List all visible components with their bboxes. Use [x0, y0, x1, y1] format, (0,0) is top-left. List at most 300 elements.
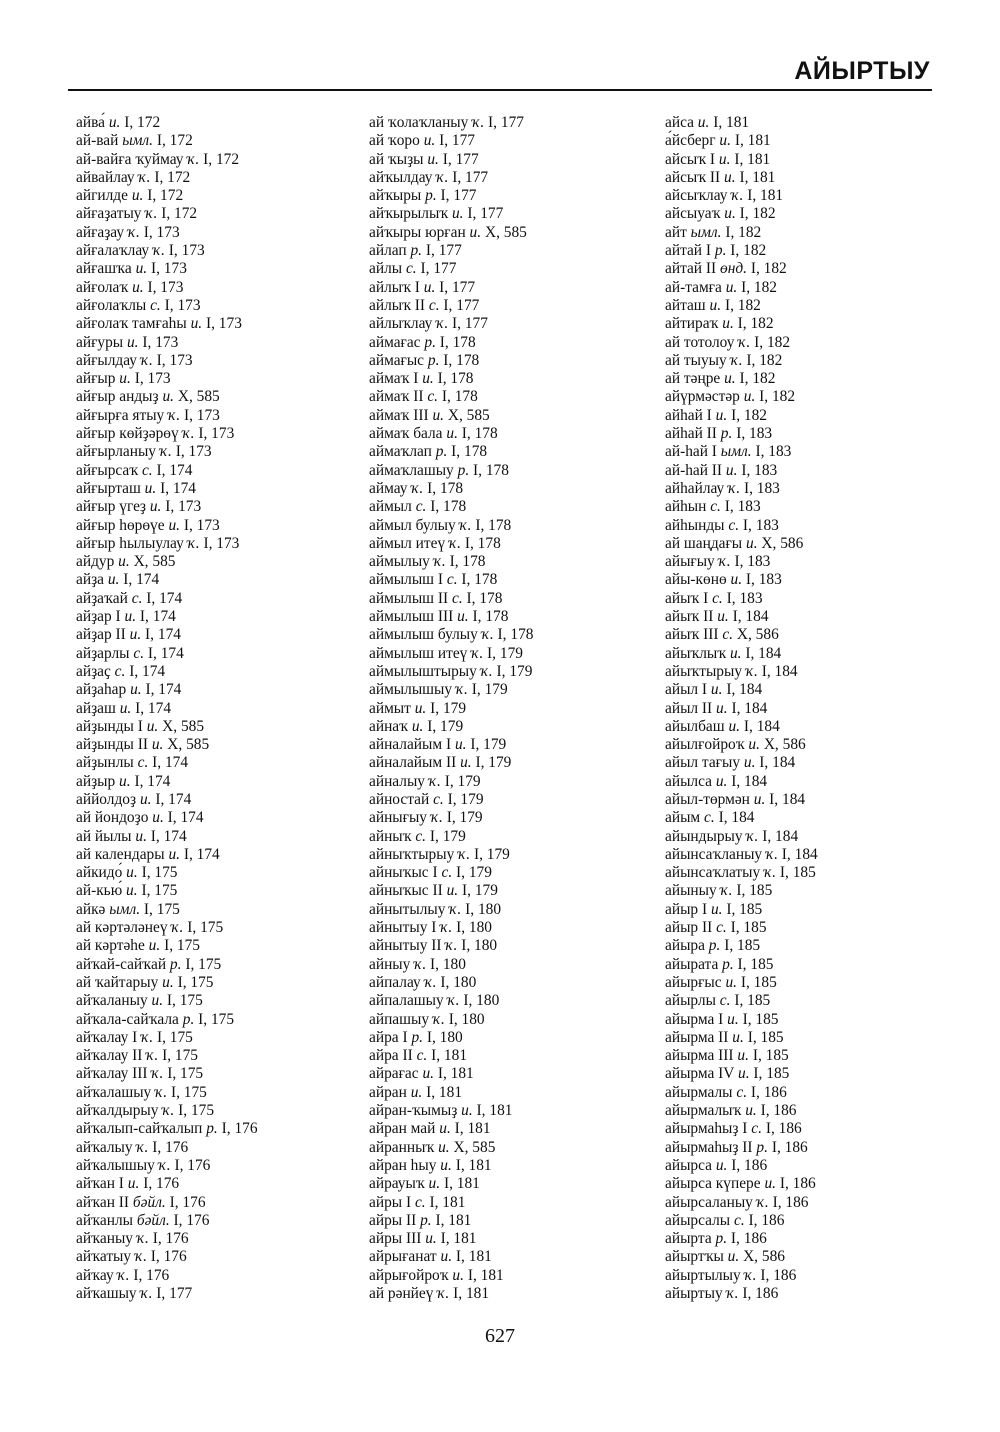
index-entry: [665, 1065, 818, 1083]
index-entry: [665, 1139, 818, 1157]
index-entry: [665, 1194, 818, 1212]
entry-volume-page: I, 173: [165, 498, 202, 516]
entry-part-of-speech: и.: [718, 150, 731, 168]
entry-headword: ай тотолоу: [665, 333, 735, 351]
entry-volume-page: I, 179: [462, 882, 498, 900]
entry-headword: айналайым II: [369, 754, 457, 772]
entry-headword: айҙынды II: [76, 736, 148, 754]
entry-part-of-speech: с.: [415, 498, 427, 516]
index-entry: [369, 407, 533, 425]
entry-part-of-speech: и.: [131, 187, 144, 205]
entry-headword: айырса күпере: [665, 1175, 761, 1193]
entry-headword: айҡашыу: [76, 1285, 137, 1302]
entry-part-of-speech: ҡ.: [459, 516, 472, 534]
entry-part-of-speech: и.: [460, 754, 472, 772]
entry-headword: айҡау: [76, 1266, 114, 1284]
entry-part-of-speech: ҡ.: [445, 937, 458, 955]
entry-volume-page: I, 174: [135, 699, 172, 717]
entry-volume-page: X, 586: [763, 736, 806, 754]
entry-headword: айғолаҡлы: [76, 296, 147, 314]
index-entry: [369, 224, 533, 242]
entry-headword: айһай I: [665, 406, 712, 424]
entry-part-of-speech: с.: [712, 589, 723, 607]
index-entry: [369, 279, 533, 297]
entry-volume-page: I, 185: [779, 864, 816, 882]
entry-volume-page: X, 585: [484, 223, 527, 241]
entry-volume-page: X, 586: [743, 1248, 785, 1266]
entry-volume-page: I, 176: [143, 1175, 180, 1193]
entry-headword: айрығанат: [369, 1248, 437, 1266]
entry-part-of-speech: и.: [438, 1138, 450, 1156]
entry-volume-page: I, 177: [442, 150, 479, 168]
entry-headword: айҡылдау: [369, 168, 433, 186]
entry-headword: айнытыу I: [369, 919, 437, 937]
index-entry: [76, 315, 258, 333]
entry-volume-page: I, 175: [170, 1083, 207, 1101]
index-entry: [369, 1285, 533, 1303]
entry-part-of-speech: ҡ.: [756, 1193, 769, 1211]
entry-headword: айырма III: [665, 1047, 734, 1065]
index-entry: [369, 535, 533, 553]
entry-part-of-speech: и.: [743, 754, 756, 772]
entry-part-of-speech: и.: [148, 937, 161, 955]
index-entry: [665, 846, 818, 864]
index-entry: [369, 590, 533, 608]
entry-volume-page: I, 185: [734, 992, 771, 1010]
entry-part-of-speech: и.: [129, 626, 142, 644]
entry-part-of-speech: и.: [725, 973, 737, 991]
entry-headword: айҙаһар: [76, 681, 127, 699]
index-entry: [369, 736, 533, 754]
index-entry: [76, 663, 258, 681]
entry-part-of-speech: р.: [714, 242, 727, 260]
entry-part-of-speech: ҡ.: [726, 1285, 739, 1302]
entry-headword: айыртҡы: [665, 1248, 724, 1266]
entry-part-of-speech: и.: [162, 388, 174, 406]
entry-part-of-speech: и.: [168, 845, 180, 863]
entry-headword: айрауыҡ: [369, 1175, 425, 1193]
entry-headword: айҙынлы: [76, 754, 134, 772]
entry-headword: ай кәртәһе: [76, 937, 145, 955]
index-entry: [76, 828, 258, 846]
entry-part-of-speech: с.: [428, 296, 440, 314]
entry-part-of-speech: и.: [411, 717, 424, 735]
index-entry: [369, 480, 533, 498]
entry-headword: айташ: [665, 296, 706, 314]
index-entry: [665, 937, 818, 955]
entry-headword: айтираҡ: [665, 315, 719, 333]
entry-volume-page: I, 179: [446, 809, 483, 827]
index-entry: [76, 498, 258, 516]
entry-part-of-speech: ҡ.: [145, 205, 158, 223]
entry-headword: айһын: [665, 498, 707, 516]
index-entry: [369, 1102, 533, 1120]
entry-headword: айыныу: [665, 882, 717, 900]
entry-part-of-speech: и.: [144, 479, 157, 497]
entry-headword: айғыр һөрөүе: [76, 516, 165, 534]
entry-headword: айырата: [665, 955, 719, 973]
entry-headword: айҙынды I: [76, 717, 143, 735]
entry-headword: аймаҡлап: [369, 443, 432, 461]
entry-headword: айҡалау III: [76, 1065, 148, 1083]
entry-part-of-speech: и.: [716, 699, 728, 717]
entry-headword: айынсаҡлатыу: [665, 864, 761, 882]
entry-volume-page: I, 183: [745, 571, 782, 589]
running-header-title: АЙЫРТЫУ: [794, 57, 930, 85]
entry-part-of-speech: и.: [738, 1065, 750, 1083]
entry-volume-page: I, 181: [437, 1065, 474, 1083]
index-entry: [76, 736, 258, 754]
index-entry: [665, 279, 818, 297]
entry-part-of-speech: р.: [411, 1028, 423, 1046]
index-entry: [665, 425, 818, 443]
entry-volume-page: I, 183: [742, 516, 779, 534]
entry-headword: айрығойроҡ: [369, 1266, 449, 1284]
entry-volume-page: I, 177: [452, 315, 488, 333]
index-entry: [369, 571, 533, 589]
entry-headword: айтай I: [665, 242, 712, 260]
index-entry: [665, 864, 818, 882]
index-entry: [369, 553, 533, 571]
entry-headword: аймағыс: [369, 351, 425, 369]
entry-headword: айғыр көйҙәрөү: [76, 425, 179, 443]
entry-headword: айыҡ I: [665, 589, 709, 607]
entry-part-of-speech: ымл.: [720, 443, 752, 461]
entry-volume-page: I, 182: [737, 315, 774, 333]
entry-volume-page: I, 181: [739, 168, 776, 186]
entry-part-of-speech: ымл.: [109, 900, 141, 918]
entry-volume-page: I, 173: [143, 223, 180, 241]
entry-part-of-speech: бәйл.: [136, 1211, 170, 1229]
index-entry: [76, 974, 258, 992]
index-entry: [369, 1267, 533, 1285]
entry-headword: айлыҡлау: [369, 315, 433, 333]
entry-headword: айҙаҫ: [76, 662, 111, 680]
entry-headword: айырғыс: [665, 973, 722, 991]
index-entry: [369, 919, 533, 937]
entry-volume-page: I, 179: [456, 864, 492, 882]
entry-volume-page: I, 172: [154, 168, 191, 186]
entry-headword: аймыл итеү: [369, 534, 446, 552]
entry-part-of-speech: р.: [756, 1138, 768, 1156]
entry-headword: айы-көнө: [665, 571, 727, 589]
entry-part-of-speech: ҡ.: [136, 1138, 149, 1156]
entry-part-of-speech: и.: [127, 1175, 140, 1193]
index-entry: [369, 901, 533, 919]
index-entry: [369, 187, 533, 205]
entry-headword: айыл II: [665, 699, 713, 717]
index-entry: [369, 718, 533, 736]
page-number: 627: [485, 1325, 515, 1347]
index-entry: [665, 1267, 818, 1285]
entry-headword: айҡалыу: [76, 1138, 133, 1156]
index-entry: [665, 132, 818, 150]
entry-headword: айпалау: [369, 973, 421, 991]
entry-part-of-speech: с.: [137, 754, 149, 772]
entry-volume-page: I, 186: [760, 1102, 797, 1120]
entry-part-of-speech: ҡ.: [432, 1010, 445, 1028]
entry-part-of-speech: р.: [169, 955, 182, 973]
entry-volume-page: I, 181: [426, 1083, 463, 1101]
index-entry: [665, 754, 818, 772]
entry-headword: айры III: [369, 1230, 422, 1248]
index-entry: [369, 462, 533, 480]
entry-headword: айнығыу: [369, 809, 427, 827]
entry-part-of-speech: и.: [727, 1248, 740, 1266]
entry-volume-page: I, 178: [473, 461, 509, 479]
index-entry: [76, 1267, 258, 1285]
entry-part-of-speech: ҡ.: [437, 1285, 450, 1302]
index-entry: [369, 297, 533, 315]
entry-part-of-speech: с.: [133, 644, 145, 662]
entry-headword: айһынды: [665, 516, 725, 534]
entry-volume-page: I, 178: [439, 333, 476, 351]
index-entry: [76, 681, 258, 699]
entry-part-of-speech: и.: [710, 900, 723, 918]
index-entry: [665, 169, 818, 187]
index-entry: [665, 1212, 818, 1230]
entry-headword: ай ҡоро: [369, 132, 420, 150]
entry-part-of-speech: и.: [108, 114, 121, 131]
entry-volume-page: I, 175: [141, 882, 178, 900]
entry-headword: ай-кью́: [76, 882, 123, 900]
index-entry: [76, 1102, 258, 1120]
index-entry: [76, 1011, 258, 1029]
entry-headword: айныҡыс II: [369, 882, 443, 900]
entry-part-of-speech: и.: [439, 1120, 451, 1138]
entry-part-of-speech: р.: [708, 937, 721, 955]
entry-volume-page: I, 178: [449, 553, 486, 571]
entry-part-of-speech: с.: [704, 809, 715, 827]
index-entry: [665, 992, 818, 1010]
entry-part-of-speech: и.: [132, 278, 144, 296]
index-entry: [369, 132, 533, 150]
entry-volume-page: I, 185: [742, 1010, 779, 1028]
entry-part-of-speech: ҡ.: [718, 553, 731, 571]
entry-volume-page: I, 173: [205, 315, 242, 333]
entry-part-of-speech: р.: [435, 443, 448, 461]
entry-volume-page: I, 182: [725, 223, 762, 241]
entry-headword: айырта: [665, 1230, 712, 1248]
entry-volume-page: I, 176: [150, 1248, 187, 1266]
entry-headword: айран: [369, 1083, 407, 1101]
entry-headword: айыртыу: [665, 1285, 723, 1302]
entry-part-of-speech: с.: [150, 296, 161, 314]
entry-headword: айпалашыу: [369, 992, 444, 1010]
entry-part-of-speech: и.: [432, 406, 444, 424]
entry-volume-page: I, 181: [454, 1120, 491, 1138]
entry-volume-page: I, 186: [731, 1156, 768, 1174]
entry-volume-page: I, 185: [724, 937, 761, 955]
entry-part-of-speech: и.: [722, 315, 734, 333]
entry-part-of-speech: ҡ.: [449, 900, 462, 918]
entry-part-of-speech: и.: [130, 681, 142, 699]
entry-volume-page: I, 179: [487, 644, 523, 662]
index-entry: [665, 1285, 818, 1303]
index-column-2: [369, 114, 533, 1303]
entry-headword: айығыу: [665, 553, 715, 571]
entry-headword: айырса: [665, 1156, 712, 1174]
index-entry: [76, 1212, 258, 1230]
index-entry: [76, 718, 258, 736]
index-entry: [665, 828, 818, 846]
index-entry: [76, 407, 258, 425]
index-entry: [369, 663, 533, 681]
index-entry: [665, 242, 818, 260]
entry-headword: айтай II: [665, 260, 717, 278]
index-entry: [369, 1065, 533, 1083]
entry-headword: айыҡтырыу: [665, 662, 743, 680]
entry-volume-page: I, 177: [156, 1285, 193, 1302]
index-entry: [369, 1248, 533, 1266]
index-entry: [665, 205, 818, 223]
entry-volume-page: I, 179: [430, 699, 467, 717]
entry-volume-page: I, 175: [166, 992, 203, 1010]
entry-headword: ай-тамға: [665, 278, 722, 296]
index-entry: [665, 700, 818, 718]
entry-volume-page: I, 180: [456, 919, 492, 937]
entry-headword: айыл-төрмән: [665, 790, 750, 808]
index-entry: [76, 645, 258, 663]
index-entry: [665, 736, 818, 754]
entry-headword: айҡыры: [369, 187, 422, 205]
index-entry: [76, 901, 258, 919]
entry-volume-page: I, 180: [430, 955, 466, 973]
entry-headword: айыр I: [665, 900, 708, 918]
entry-volume-page: I, 180: [465, 900, 502, 918]
index-entry: [369, 1194, 533, 1212]
entry-volume-page: I, 178: [461, 571, 498, 589]
entry-headword: айғалаҡлау: [76, 242, 150, 260]
entry-headword: айҡалдырыу: [76, 1102, 159, 1120]
index-entry: [76, 754, 258, 772]
entry-part-of-speech: ҡ.: [141, 1028, 154, 1046]
index-entry: [665, 773, 818, 791]
index-entry: [76, 1157, 258, 1175]
entry-volume-page: I, 184: [761, 662, 798, 680]
entry-volume-page: I, 186: [750, 1083, 787, 1101]
entry-volume-page: I, 177: [439, 278, 476, 296]
index-entry: [369, 498, 533, 516]
entry-volume-page: I, 176: [174, 1156, 211, 1174]
entry-headword: айҡалышыу: [76, 1156, 155, 1174]
entry-volume-page: I, 179: [471, 681, 508, 699]
entry-volume-page: I, 180: [463, 992, 500, 1010]
index-entry: [76, 956, 258, 974]
entry-part-of-speech: с.: [719, 992, 731, 1010]
entry-volume-page: I, 174: [160, 479, 196, 497]
index-entry: [76, 1139, 258, 1157]
entry-headword: айлыҡ I: [369, 278, 420, 296]
entry-part-of-speech: ҡ.: [744, 1266, 757, 1284]
entry-headword: аймаҡ II: [369, 388, 424, 406]
entry-volume-page: I, 172: [156, 132, 193, 150]
entry-volume-page: I, 183: [736, 425, 773, 443]
entry-headword: ай тыуыу: [665, 351, 727, 369]
entry-part-of-speech: бәйл.: [132, 1193, 166, 1211]
entry-part-of-speech: и.: [745, 1102, 757, 1120]
entry-volume-page: I, 175: [164, 937, 200, 955]
entry-volume-page: I, 175: [143, 900, 180, 918]
entry-headword: аймылышыу: [369, 681, 453, 699]
entry-part-of-speech: ҡ.: [746, 827, 759, 845]
entry-part-of-speech: р.: [206, 1120, 218, 1138]
index-entry: [76, 388, 258, 406]
entry-headword: айры I: [369, 1193, 412, 1211]
entry-volume-page: I, 178: [461, 425, 498, 443]
entry-part-of-speech: и.: [461, 1102, 473, 1120]
index-entry: [76, 1175, 258, 1193]
index-entry: [369, 169, 533, 187]
index-entry: [665, 791, 818, 809]
entry-headword: айҡан II: [76, 1193, 130, 1211]
entry-headword: айыра: [665, 937, 705, 955]
entry-headword: ай йылы: [76, 827, 132, 845]
entry-headword: айғашҡа: [76, 260, 132, 278]
entry-part-of-speech: и.: [457, 608, 469, 626]
entry-volume-page: I, 174: [123, 571, 160, 589]
entry-headword: аймылыш булыу: [369, 626, 478, 644]
entry-volume-page: I, 184: [731, 772, 768, 790]
entry-volume-page: I, 179: [473, 845, 510, 863]
entry-volume-page: I, 181: [435, 1211, 472, 1229]
entry-headword: айкидо́: [76, 864, 123, 882]
entry-part-of-speech: ҡ.: [187, 534, 200, 552]
entry-headword: айҡаныу: [76, 1230, 133, 1248]
index-entry: [369, 626, 533, 644]
index-entry: [76, 242, 258, 260]
entry-volume-page: I, 178: [451, 443, 488, 461]
entry-part-of-speech: ҡ.: [424, 973, 437, 991]
index-entry: [369, 151, 533, 169]
index-entry: [76, 590, 258, 608]
entry-part-of-speech: с.: [114, 662, 126, 680]
entry-volume-page: I, 179: [429, 827, 466, 845]
entry-headword: айҡалау I: [76, 1028, 138, 1046]
entry-headword: ай-һай I: [665, 443, 717, 461]
entry-part-of-speech: и.: [152, 809, 164, 827]
entry-volume-page: I, 173: [147, 278, 184, 296]
index-entry: [76, 260, 258, 278]
entry-headword: айырма IV: [665, 1065, 735, 1083]
entry-volume-page: I, 176: [133, 1266, 170, 1284]
entry-part-of-speech: и.: [724, 370, 736, 388]
entry-part-of-speech: ҡ.: [430, 809, 443, 827]
entry-volume-page: I, 179: [496, 662, 533, 680]
index-entry: [369, 1047, 533, 1065]
entry-headword: айғолаҡ: [76, 278, 129, 296]
entry-part-of-speech: с.: [131, 589, 143, 607]
entry-volume-page: X, 586: [761, 534, 804, 552]
entry-volume-page: I, 181: [734, 132, 771, 150]
entry-volume-page: I, 185: [752, 1047, 789, 1065]
entry-part-of-speech: и.: [715, 406, 728, 424]
entry-volume-page: I, 180: [440, 973, 477, 991]
entry-headword: айыҡ II: [665, 608, 714, 626]
entry-part-of-speech: ҡ.: [138, 168, 151, 186]
entry-volume-page: I, 175: [167, 1065, 204, 1083]
entry-headword: аймылыш итеү: [369, 644, 468, 662]
entry-headword: айвайлау: [76, 168, 135, 186]
index-entry: [76, 1194, 258, 1212]
entry-volume-page: I, 174: [145, 626, 181, 644]
entry-part-of-speech: ҡ.: [433, 553, 446, 571]
entry-headword: аймылыш I: [369, 571, 443, 589]
entry-part-of-speech: и.: [728, 717, 741, 735]
entry-part-of-speech: и.: [151, 992, 164, 1010]
entry-volume-page: I, 182: [739, 370, 776, 388]
index-entry: [665, 590, 818, 608]
